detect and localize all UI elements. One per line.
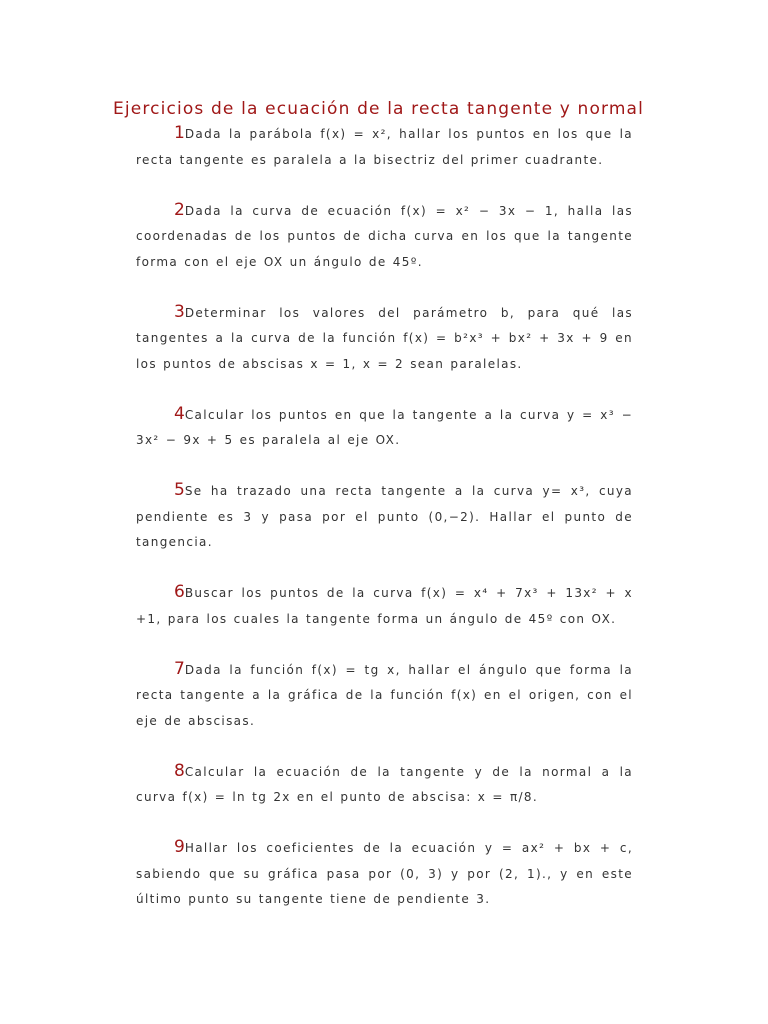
exercise-text: Dada la función f(x) = tg x, hallar el ángulo que forma la recta tangente a la gráfica de la función f(x) en el origen, con el eje de abscisas.	[136, 662, 633, 728]
exercise-number: 7	[174, 658, 185, 679]
exercise-text: Hallar los coeficientes de la ecuación y = ax² + bx + c, sabiendo que su gráfica pasa por (0, 3) y por (2, 1)., y en este último punto su tangente tiene de pendiente 3.	[136, 841, 633, 906]
exercise-list	[136, 121, 633, 937]
exercise-number: 5	[174, 480, 185, 500]
exercise-item-7	[136, 657, 633, 735]
exercise-number: 8	[174, 760, 185, 781]
exercise-item-2	[136, 198, 633, 276]
exercise-text: Calcular la ecuación de la tangente y de la normal a la curva f(x) = ln tg 2x en el punto de abscisa: x = π/8.	[136, 764, 633, 804]
exercise-text: Dada la curva de ecuación f(x) = x² − 3x − 1, halla las coordenadas de los puntos de dicha curva en los que la tangente forma con el eje OX un ángulo de 45º.	[136, 203, 633, 269]
exercise-item-8	[136, 759, 633, 811]
exercise-item-3	[136, 300, 633, 378]
exercise-text: Determinar los valores del parámetro b, para qué las tangentes a la curva de la función f(x) = b²x³ + bx² + 3x + 9 en los puntos de abscisas x = 1, x = 2 sean paralelas.	[136, 305, 633, 371]
page-title: Ejercicios de la ecuación de la recta tangente y normal	[113, 99, 644, 119]
exercise-number: 2	[174, 199, 185, 220]
exercise-text: Buscar los puntos de la curva f(x) = x⁴ + 7x³ + 13x² + x +1, para los cuales la tangente forma un ángulo de 45º con OX.	[136, 586, 633, 626]
exercise-text: Se ha trazado una recta tangente a la curva y= x³, cuya pendiente es 3 y pasa por el punto (0,−2). Hallar el punto de tangencia.	[136, 484, 633, 549]
exercise-number: 6	[174, 582, 185, 602]
exercise-number: 1	[174, 123, 185, 143]
exercise-item-4	[136, 402, 633, 454]
exercise-number: 4	[174, 403, 185, 424]
exercise-item-5	[136, 478, 633, 556]
exercise-item-6	[136, 580, 633, 632]
exercise-item-9	[136, 835, 633, 913]
exercise-number: 9	[174, 837, 185, 857]
exercise-text: Dada la parábola f(x) = x², hallar los puntos en los que la recta tangente es paralela a la bisectriz del primer cuadrante.	[136, 127, 633, 167]
exercise-item-1	[136, 121, 633, 173]
exercise-number: 3	[174, 301, 185, 322]
exercise-text: Calcular los puntos en que la tangente a la curva y = x³ − 3x² − 9x + 5 es paralela al eje OX.	[136, 407, 633, 447]
